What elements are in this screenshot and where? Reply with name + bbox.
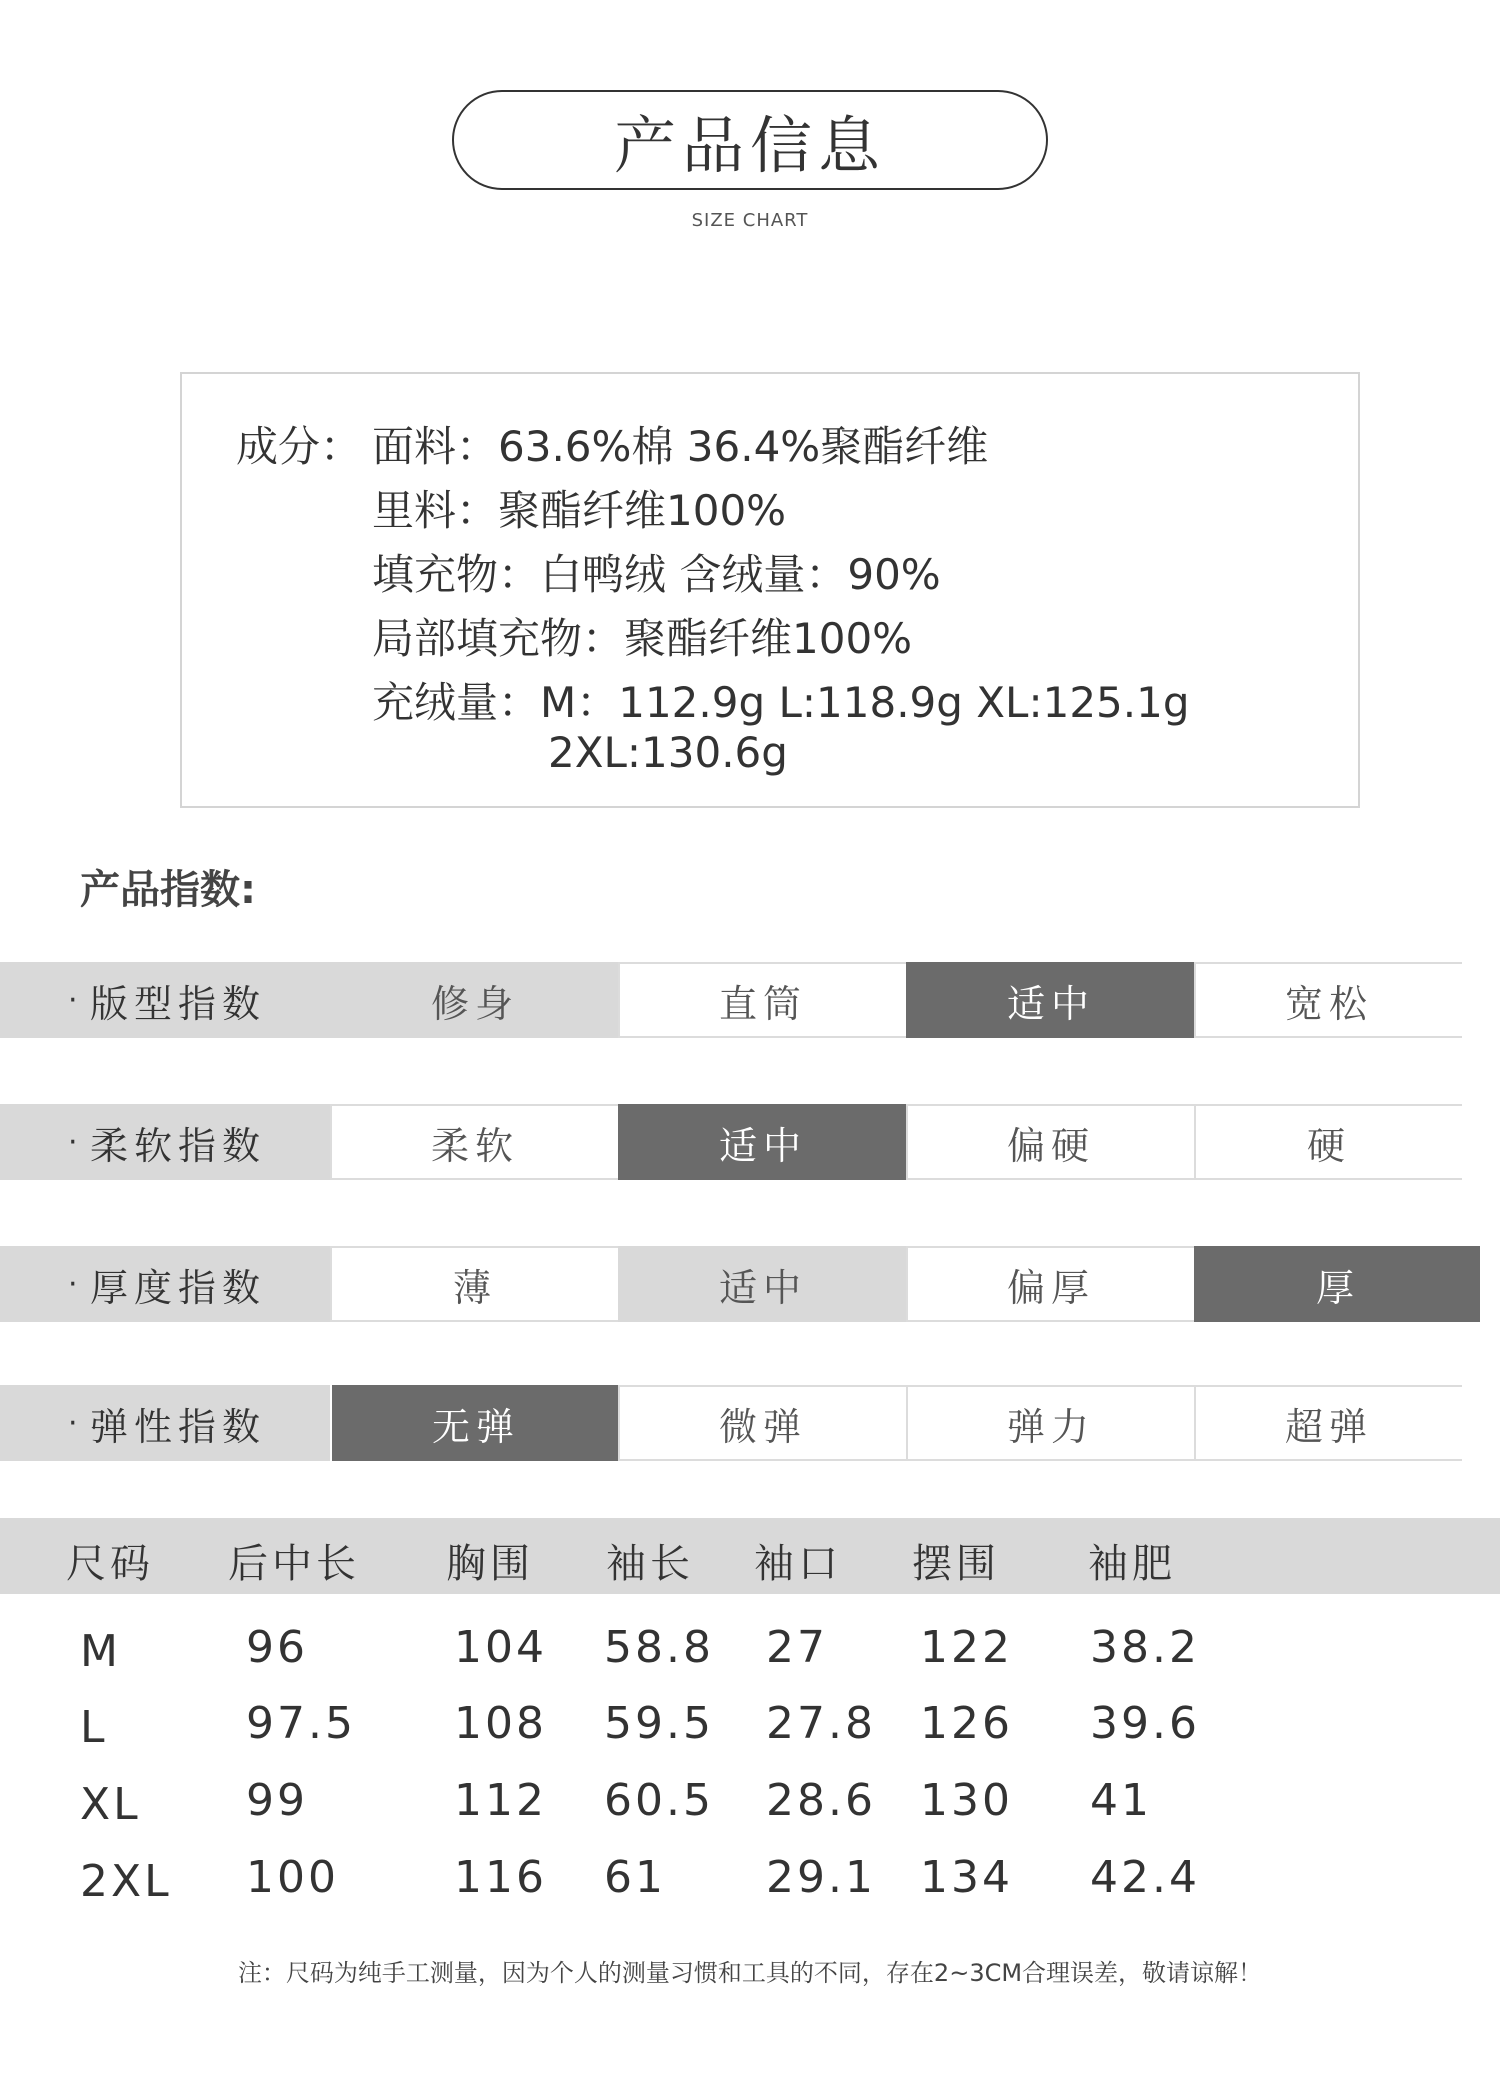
table-cell: 122	[920, 1622, 1013, 1673]
table-header-cell: 摆围	[912, 1541, 1000, 1587]
index-label: · 厚度指数	[0, 1246, 330, 1322]
index-option-selected: 厚	[1194, 1246, 1480, 1322]
page-subtitle: SIZE CHART	[691, 210, 809, 231]
table-cell: 96	[246, 1622, 308, 1673]
index-row-fit	[0, 962, 1500, 1040]
table-cell: 104	[454, 1622, 547, 1673]
table-header-cell: 胸围	[446, 1541, 534, 1587]
composition-label: 成分：	[236, 422, 363, 471]
table-cell: 28.6	[766, 1775, 876, 1826]
table-cell: M	[80, 1626, 121, 1677]
table-cell: 58.8	[604, 1622, 714, 1673]
composition-line: 局部填充物：聚酯纤维100%	[372, 614, 913, 663]
index-option: 弹力	[906, 1385, 1194, 1461]
title-pill	[452, 90, 1048, 190]
index-option-selected: 无弹	[332, 1385, 618, 1461]
size-table-header	[0, 1518, 1500, 1594]
table-cell: 97.5	[246, 1698, 356, 1749]
table-cell: 99	[246, 1775, 308, 1826]
index-label: · 弹性指数	[0, 1385, 330, 1461]
table-cell: XL	[80, 1779, 141, 1830]
table-cell: 38.2	[1090, 1622, 1200, 1673]
table-cell: 112	[454, 1775, 547, 1826]
composition-line: 填充物：白鸭绒 含绒量：90%	[372, 550, 941, 599]
table-cell: 29.1	[766, 1852, 876, 1903]
index-option: 超弹	[1194, 1385, 1462, 1461]
table-cell: 100	[246, 1852, 339, 1903]
table-cell: 42.4	[1090, 1852, 1200, 1903]
table-cell: 60.5	[604, 1775, 714, 1826]
index-option: 偏硬	[906, 1104, 1194, 1180]
index-label: · 柔软指数	[0, 1104, 330, 1180]
table-cell: 61	[604, 1852, 666, 1903]
table-cell: 108	[454, 1698, 547, 1749]
table-cell: 39.6	[1090, 1698, 1200, 1749]
table-header-cell: 后中长	[228, 1541, 360, 1587]
index-label: · 版型指数	[0, 962, 618, 1038]
index-option: 适中	[618, 1246, 906, 1322]
composition-line: 2XL:130.6g	[548, 728, 788, 777]
index-option-selected: 适中	[906, 962, 1194, 1038]
table-cell: 116	[454, 1852, 547, 1903]
index-option: 偏厚	[906, 1246, 1194, 1322]
index-option: 微弹	[618, 1385, 906, 1461]
table-cell: 59.5	[604, 1698, 714, 1749]
table-cell: 2XL	[80, 1856, 172, 1907]
index-option: 硬	[1194, 1104, 1462, 1180]
index-row-thickness	[0, 1246, 1500, 1324]
page-title: 产品信息	[613, 108, 886, 182]
table-cell: 134	[920, 1852, 1013, 1903]
table-cell: 126	[920, 1698, 1013, 1749]
index-option-selected: 适中	[618, 1104, 906, 1180]
indices-heading: 产品指数:	[80, 867, 256, 913]
index-row-softness	[0, 1104, 1500, 1182]
composition-box	[180, 372, 1360, 808]
index-option: 柔软	[330, 1104, 618, 1180]
table-header-cell: 袖长	[606, 1541, 694, 1587]
composition-line: 充绒量：M：112.9g L:118.9g XL:125.1g	[372, 678, 1190, 727]
table-cell: 41	[1090, 1775, 1152, 1826]
table-header-cell: 袖肥	[1088, 1541, 1176, 1587]
index-row-elasticity	[0, 1385, 1500, 1463]
composition-line: 里料：聚酯纤维100%	[372, 486, 787, 535]
table-cell: 27.8	[766, 1698, 876, 1749]
table-header-cell: 袖口	[754, 1541, 842, 1587]
index-option: 直筒	[618, 962, 906, 1038]
index-option: 宽松	[1194, 962, 1462, 1038]
index-option: 修身	[330, 962, 618, 1038]
composition-line: 面料：63.6%棉 36.4%聚酯纤维	[372, 422, 989, 471]
footnote: 注：尺码为纯手工测量，因为个人的测量习惯和工具的不同，存在2~3CM合理误差，敬请谅解！	[237, 1959, 1263, 1987]
table-cell: L	[80, 1702, 108, 1753]
table-header-cell: 尺码	[66, 1541, 154, 1587]
table-cell: 130	[920, 1775, 1013, 1826]
index-option: 薄	[330, 1246, 618, 1322]
table-cell: 27	[766, 1622, 828, 1673]
